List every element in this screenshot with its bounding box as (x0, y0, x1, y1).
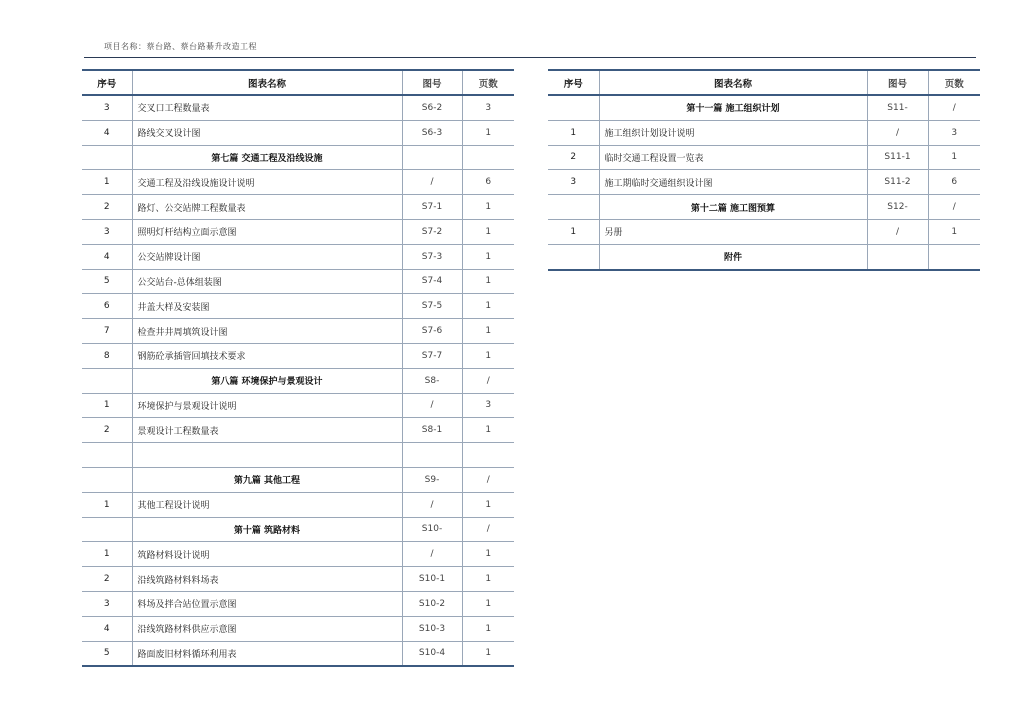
cell-pages: 1 (462, 319, 514, 344)
cell-pages (928, 244, 980, 269)
cell-pages: 1 (462, 294, 514, 319)
cell-name: 第十二篇 施工图预算 (599, 195, 867, 220)
cell-code: S6-2 (402, 95, 462, 120)
cell-pages: 6 (928, 170, 980, 195)
cell-name: 路线交叉设计图 (132, 120, 402, 145)
cell-name: 交叉口工程数量表 (132, 95, 402, 120)
table-row (82, 294, 514, 319)
cell-pages: 1 (928, 145, 980, 170)
table-row (548, 170, 980, 195)
cell-name: 沿线筑路材料供应示意图 (132, 616, 402, 641)
cell-no: 1 (82, 393, 132, 418)
cell-pages: 1 (462, 219, 514, 244)
section-heading-row (82, 368, 514, 393)
cell-pages: 1 (462, 641, 514, 666)
cell-code: S11-2 (867, 170, 928, 195)
cell-name: 公交站台-总体组装图 (132, 269, 402, 294)
cell-pages: / (462, 517, 514, 542)
cell-no: 1 (82, 492, 132, 517)
cell-code (402, 443, 462, 468)
table-row (82, 195, 514, 220)
cell-pages: 1 (462, 120, 514, 145)
cell-code: S10- (402, 517, 462, 542)
cell-no: 1 (548, 120, 599, 145)
cell-name: 第十一篇 施工组织计划 (599, 95, 867, 120)
cell-pages: 6 (462, 170, 514, 195)
cell-name: 第九篇 其他工程 (132, 467, 402, 492)
cell-no: 2 (82, 567, 132, 592)
cell-code: S7-5 (402, 294, 462, 319)
cell-code: / (402, 170, 462, 195)
table-row (548, 145, 980, 170)
cell-code: S7-6 (402, 319, 462, 344)
cell-name: 另册 (599, 219, 867, 244)
cell-code: S12- (867, 195, 928, 220)
cell-pages: 1 (462, 542, 514, 567)
cell-no (548, 195, 599, 220)
cell-pages: 1 (462, 343, 514, 368)
cell-name: 钢筋砼承插管回填技术要求 (132, 343, 402, 368)
drawing-index-table-right (548, 69, 980, 271)
cell-code: S7-1 (402, 195, 462, 220)
table-row (82, 641, 514, 666)
cell-name: 交通工程及沿线设施设计说明 (132, 170, 402, 195)
section-heading-row (548, 195, 980, 220)
column-header-code: 图号 (867, 70, 928, 95)
cell-code: / (402, 393, 462, 418)
cell-code: S7-2 (402, 219, 462, 244)
cell-code (402, 145, 462, 170)
cell-no: 1 (82, 170, 132, 195)
table-row (82, 120, 514, 145)
cell-pages: / (462, 467, 514, 492)
cell-pages: 1 (462, 567, 514, 592)
cell-no (82, 443, 132, 468)
cell-name: 临时交通工程设置一览表 (599, 145, 867, 170)
cell-name: 照明灯杆结构立面示意图 (132, 219, 402, 244)
cell-code: S9- (402, 467, 462, 492)
section-heading-row (82, 145, 514, 170)
table-row (548, 120, 980, 145)
cell-code: / (867, 120, 928, 145)
column-header-code: 图号 (402, 70, 462, 95)
table-row (82, 393, 514, 418)
table-row (82, 542, 514, 567)
cell-name: 公交站牌设计图 (132, 244, 402, 269)
project-name: 项目名称：蔡台路、蔡台路綦升改造工程 (104, 42, 257, 51)
cell-no: 2 (82, 195, 132, 220)
cell-no (548, 95, 599, 120)
cell-pages: 1 (462, 244, 514, 269)
cell-code: / (867, 219, 928, 244)
cell-no: 4 (82, 120, 132, 145)
table-row (82, 418, 514, 443)
cell-code: S11-1 (867, 145, 928, 170)
cell-code: / (402, 542, 462, 567)
cell-no: 5 (82, 269, 132, 294)
section-heading-row (82, 467, 514, 492)
cell-code: S7-7 (402, 343, 462, 368)
cell-no: 2 (82, 418, 132, 443)
cell-code: S7-4 (402, 269, 462, 294)
cell-pages: 1 (462, 616, 514, 641)
cell-pages: / (928, 95, 980, 120)
cell-code: S10-2 (402, 591, 462, 616)
cell-name: 附件 (599, 244, 867, 269)
cell-name: 环境保护与景观设计说明 (132, 393, 402, 418)
table-row (82, 492, 514, 517)
cell-code: S10-3 (402, 616, 462, 641)
cell-no: 3 (82, 591, 132, 616)
column-header-pages: 页数 (462, 70, 514, 95)
table-row (82, 319, 514, 344)
column-header-name: 图表名称 (599, 70, 867, 95)
cell-no: 3 (548, 170, 599, 195)
cell-name: 第七篇 交通工程及沿线设施 (132, 145, 402, 170)
cell-name: 第十篇 筑路材料 (132, 517, 402, 542)
section-heading-row (548, 95, 980, 120)
table-row (82, 343, 514, 368)
cell-pages: / (462, 368, 514, 393)
cell-code: S7-3 (402, 244, 462, 269)
cell-no: 1 (548, 219, 599, 244)
section-heading-row (82, 517, 514, 542)
cell-no: 3 (82, 219, 132, 244)
cell-pages (462, 145, 514, 170)
cell-no (82, 145, 132, 170)
column-header-no: 序号 (82, 70, 132, 95)
cell-pages: 1 (462, 195, 514, 220)
cell-no (82, 517, 132, 542)
table-row (82, 616, 514, 641)
cell-code: S10-4 (402, 641, 462, 666)
cell-code: S8-1 (402, 418, 462, 443)
table-row (82, 269, 514, 294)
cell-pages: 3 (928, 120, 980, 145)
cell-name: 第八篇 环境保护与景观设计 (132, 368, 402, 393)
cell-pages: 3 (462, 393, 514, 418)
cell-pages: 1 (462, 269, 514, 294)
cell-name: 井盖大样及安装图 (132, 294, 402, 319)
cell-name: 施工期临时交通组织设计图 (599, 170, 867, 195)
table-row (82, 95, 514, 120)
column-header-name: 图表名称 (132, 70, 402, 95)
cell-code: S6-3 (402, 120, 462, 145)
table-header-row (548, 70, 980, 95)
cell-no: 2 (548, 145, 599, 170)
cell-no: 6 (82, 294, 132, 319)
cell-no: 4 (82, 244, 132, 269)
cell-no: 7 (82, 319, 132, 344)
cell-name: 其他工程设计说明 (132, 492, 402, 517)
cell-no: 4 (82, 616, 132, 641)
column-header-no: 序号 (548, 70, 599, 95)
cell-pages: 1 (462, 492, 514, 517)
table-row (548, 219, 980, 244)
drawing-index-table-left (82, 69, 514, 667)
cell-name: 路面废旧材料循环利用表 (132, 641, 402, 666)
cell-code (867, 244, 928, 269)
table-row (82, 591, 514, 616)
cell-no (82, 467, 132, 492)
column-header-pages: 页数 (928, 70, 980, 95)
cell-pages (462, 443, 514, 468)
table-row (82, 219, 514, 244)
table-header-row (82, 70, 514, 95)
cell-name: 料场及拌合站位置示意图 (132, 591, 402, 616)
cell-name (132, 443, 402, 468)
cell-name: 检查井井周填筑设计图 (132, 319, 402, 344)
table-row (82, 170, 514, 195)
cell-pages: 1 (928, 219, 980, 244)
cell-name: 施工组织计划设计说明 (599, 120, 867, 145)
table-row (82, 567, 514, 592)
cell-no (82, 368, 132, 393)
table-row (82, 244, 514, 269)
cell-name: 路灯、公交站牌工程数量表 (132, 195, 402, 220)
cell-no (548, 244, 599, 269)
cell-code: S10-1 (402, 567, 462, 592)
cell-no: 3 (82, 95, 132, 120)
cell-code: / (402, 492, 462, 517)
table-row (82, 443, 514, 468)
cell-pages: / (928, 195, 980, 220)
cell-no: 8 (82, 343, 132, 368)
cell-pages: 1 (462, 418, 514, 443)
cell-name: 景观设计工程数量表 (132, 418, 402, 443)
section-heading-row (548, 244, 980, 269)
cell-no: 5 (82, 641, 132, 666)
cell-pages: 1 (462, 591, 514, 616)
cell-no: 1 (82, 542, 132, 567)
cell-name: 筑路材料设计说明 (132, 542, 402, 567)
cell-pages: 3 (462, 95, 514, 120)
header-divider (84, 57, 976, 58)
cell-code: S8- (402, 368, 462, 393)
cell-name: 沿线筑路材料料场表 (132, 567, 402, 592)
cell-code: S11- (867, 95, 928, 120)
